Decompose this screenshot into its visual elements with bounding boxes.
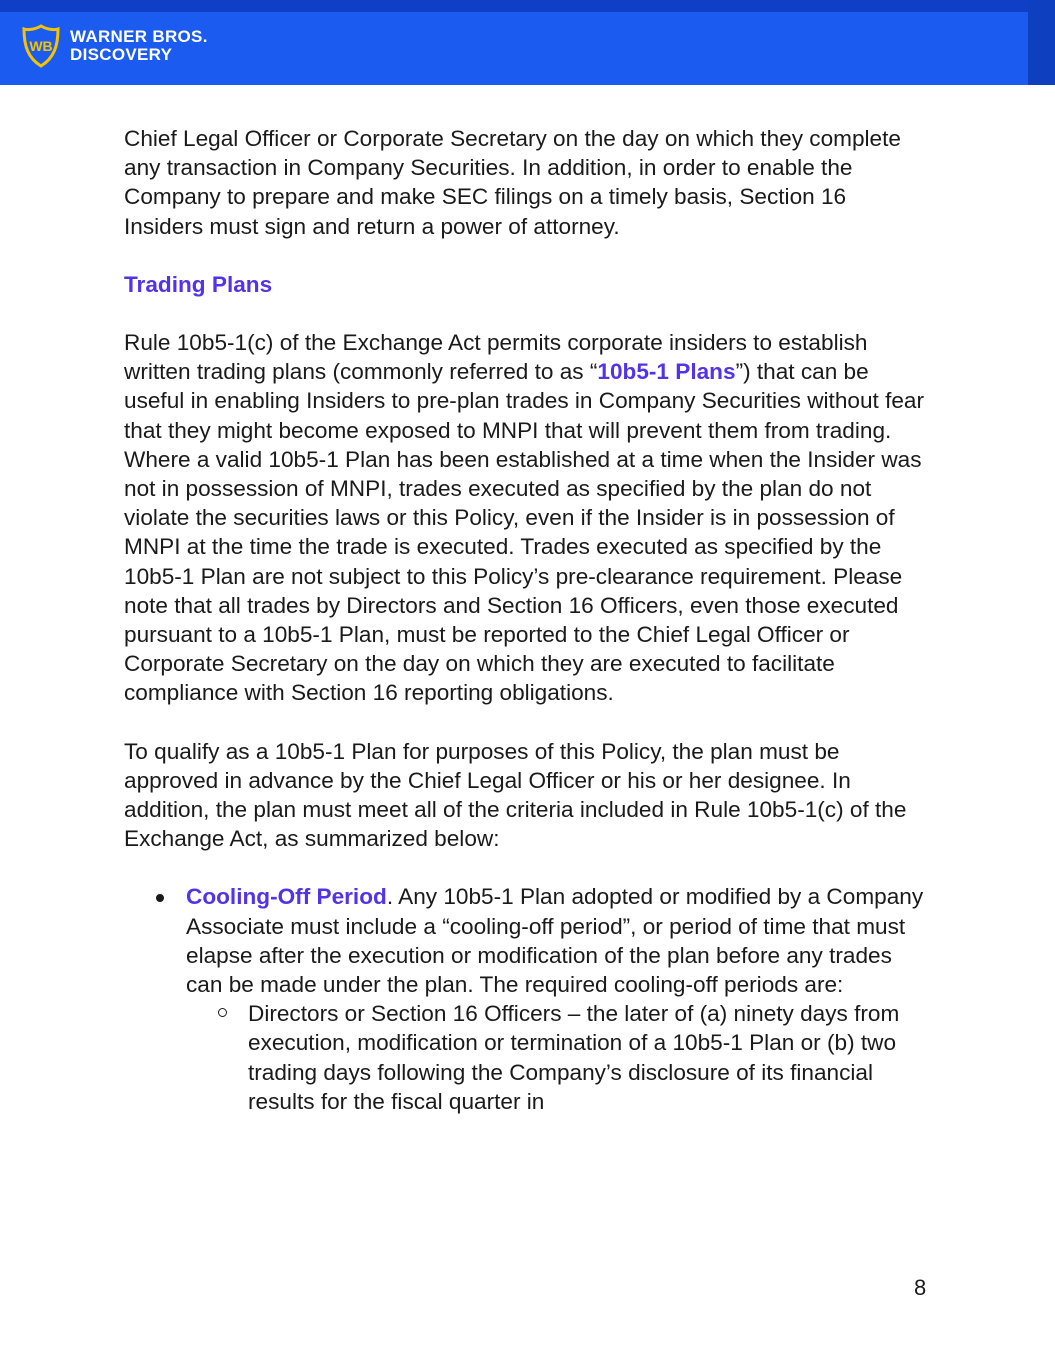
wb-shield-icon <box>22 24 60 68</box>
list-item-text: . Any 10b5-1 Plan adopted or modified by a Company Associate must include a “cooling-off period”, or period of time that must elapse after the execution or modification of the plan before any trades can be made under the plan. The required cooling-off periods are: <box>186 884 924 998</box>
cooling-off-sublist <box>186 999 930 1116</box>
paragraph-text: ”) that can be useful in enabling Insiders to pre-plan trades in Company Securities without fear that they might become exposed to MNPI that will prevent them from trading. Where a valid 10b5-1 Plan has been established at a time when the Insider was not in possession of MNPI, trades executed as specified by the plan do not violate the securities laws or this Policy, even if the Insider is in possession of MNPI at the time the trade is executed. Trades executed as specified by the 10b5-1 Plan are not subject to this Policy’s pre-clearance requirement. Please note that all trades by Directors and Section 16 Officers, even those executed pursuant to a 10b5-1 Plan, must be reported to the Chief Legal Officer or Corporate Secretary on the day on which they are executed to facilitate compliance with Section 16 reporting obligations. <box>124 359 925 706</box>
paragraph-qualify: To qualify as a 10b5-1 Plan for purposes of this Policy, the plan must be approved in advance by the Chief Legal Officer or his or her designee. In addition, the plan must meet all of the criteria included in Rule 10b5-1(c) of the Exchange Act, as summarized below: <box>124 738 907 852</box>
criteria-list <box>124 882 930 1116</box>
page-header <box>0 0 1028 85</box>
section-heading-trading-plans: Trading Plans <box>124 271 273 297</box>
company-logo <box>22 24 208 68</box>
document-body <box>124 124 930 1116</box>
header-right-band <box>1028 0 1055 85</box>
paragraph-power-of-attorney: Chief Legal Officer or Corporate Secretary on the day on which they complete any transaction in Company Securities. In addition, in order to enable the Company to prepare and make SEC filings on a timely basis, Section 16 Insiders must sign and return a power of attorney. <box>124 126 901 239</box>
svg-text:WB: WB <box>29 38 53 54</box>
page-number: 8 <box>914 1275 927 1300</box>
paragraph-rule-10b5-1 <box>124 328 930 708</box>
circle-bullet-icon <box>218 1008 227 1017</box>
header-top-band <box>0 0 1055 12</box>
logo-line-2: DISCOVERY <box>70 45 173 64</box>
logo-line-1: WARNER BROS. <box>70 27 208 46</box>
paragraph-text: Rule 10b5-1(c) of the Exchange Act permits corporate insiders to establish written trading plans (commonly referred to as “ <box>124 330 868 385</box>
bullet-icon <box>156 894 164 902</box>
logo-wordmark <box>70 28 208 64</box>
sublist-item-text: Directors or Section 16 Officers – the later of (a) ninety days from execution, modification or termination of a 10b5-1 Plan or (b) two trading days following the Company’s disclosure of its financial results for the fiscal quarter in <box>248 1001 900 1114</box>
defined-term-10b5-1-plans: 10b5-1 Plans <box>597 359 736 385</box>
list-item-cooling-off <box>124 882 930 1116</box>
term-cooling-off-period: Cooling-Off Period <box>186 884 387 910</box>
sublist-item-directors <box>186 999 930 1116</box>
